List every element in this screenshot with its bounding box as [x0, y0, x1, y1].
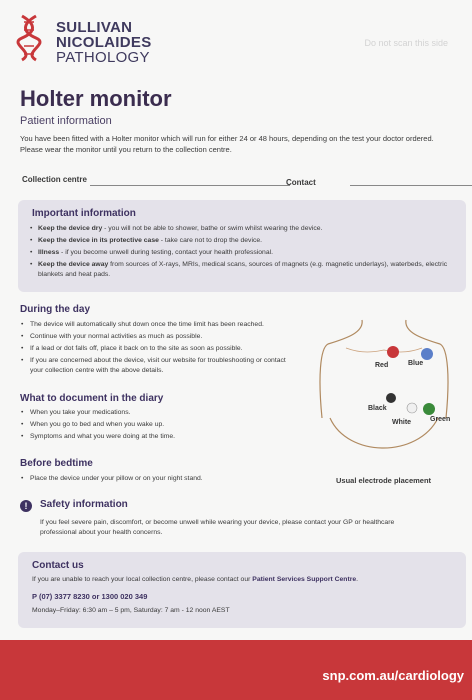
contact-hours: Monday–Friday: 6:30 am – 5 pm, Saturday: 7 am - 12 noon AEST: [32, 607, 230, 614]
brand-line-2: NICOLAIDES: [56, 34, 152, 51]
list-item: [30, 224, 450, 234]
list-item: [30, 236, 450, 246]
item-text: - you will not be able to shower, bathe or swim whilst wearing the device.: [102, 225, 323, 232]
list-item: • The device will automatically shut down once the time limit has been reached.: [20, 320, 300, 330]
list-item: • Continue with your normal activities as much as possible.: [20, 332, 300, 342]
diary-heading: What to document in the diary: [20, 393, 164, 404]
electrode-white: [407, 403, 417, 413]
page-subtitle: Patient information: [20, 115, 112, 127]
item-bold: Keep the device dry: [38, 225, 103, 232]
label-blue: Blue: [408, 360, 424, 367]
scan-notice: Do not scan this side: [364, 38, 448, 48]
during-day-list: [20, 320, 300, 378]
electrode-black: [386, 393, 396, 403]
safety-section: [20, 496, 450, 540]
brand-line-3: PATHOLOGY: [56, 49, 150, 66]
label-black: Black: [368, 405, 387, 412]
electrode-blue: [421, 348, 433, 360]
list-item: • Place the device under your pillow or on your night stand.: [20, 474, 300, 484]
alert-icon: !: [20, 500, 32, 512]
safety-heading: Safety information: [40, 499, 128, 510]
diary-list: [20, 408, 300, 444]
collarbone-line: [346, 348, 422, 352]
important-info-panel: [18, 200, 466, 292]
bedtime-list: [20, 474, 300, 486]
contact-desc-end: .: [356, 576, 359, 583]
electrode-red: [387, 346, 399, 358]
contact-phone[interactable]: P (07) 3377 8230 or 1300 020 349: [32, 592, 148, 601]
electrode-placement-diagram: [318, 318, 450, 463]
intro-text: You have been fitted with a Holter monitor which will run for either 24 or 48 hours, depending on the test your doctor ordered. Please wear the monitor until you return to the collection centre.: [20, 134, 434, 154]
electrode-green: [423, 403, 435, 415]
contact-description: [32, 576, 358, 583]
item-text: - take care not to drop the device.: [158, 237, 263, 244]
snp-logo-icon: [14, 14, 44, 62]
brand-line-1: SULLIVAN: [56, 19, 133, 36]
important-list: [30, 224, 450, 282]
footer-bar: [0, 640, 472, 700]
brand-name: [56, 20, 152, 65]
item-bold: Keep the device away: [38, 261, 109, 268]
list-item: • Symptoms and what you were doing at the time.: [20, 432, 300, 442]
collection-centre-field[interactable]: [90, 185, 290, 186]
diagram-caption: Usual electrode placement: [336, 476, 432, 485]
item-bold: Keep the device in its protective case: [38, 237, 159, 244]
item-text: - if you become unwell during testing, contact your health professional.: [59, 249, 274, 256]
label-white: White: [392, 419, 412, 426]
collection-centre-label: Collection centre: [22, 175, 87, 184]
label-green: Green: [430, 416, 450, 423]
item-text: from sources of X-rays, MRIs, medical scans, sources of magnets (e.g. magnetic underlays), waterbeds, electric blankets and heat pads.: [38, 261, 448, 278]
list-item: [30, 248, 450, 258]
important-heading: Important information: [32, 208, 136, 219]
support-centre-name: Patient Services Support Centre: [252, 576, 357, 583]
item-bold: Illness: [38, 249, 60, 256]
list-item: • When you go to bed and when you wake up.: [20, 420, 300, 430]
footer-url-link[interactable]: snp.com.au/cardiology: [322, 668, 464, 683]
page-title: Holter monitor: [20, 86, 172, 111]
contact-desc-text: If you are unable to reach your local collection centre, please contact our: [32, 576, 253, 583]
torso-outline: [320, 320, 448, 448]
bedtime-heading: Before bedtime: [20, 458, 93, 469]
safety-text: If you feel severe pain, discomfort, or become unwell while wearing your device, please contact your GP or healthcare professional about your health concerns.: [40, 519, 395, 536]
contact-label: Contact: [286, 178, 316, 187]
list-item: • When you take your medications.: [20, 408, 300, 418]
collection-form-row: [20, 175, 450, 189]
list-item: [30, 260, 450, 280]
list-item: • If a lead or dot falls off, place it back on to the site as soon as possible.: [20, 344, 300, 354]
list-item: • If you are concerned about the device, visit our website for troubleshooting or contact your collection centre with the above details.: [20, 356, 300, 376]
contact-field[interactable]: [350, 185, 472, 186]
contact-panel: [18, 552, 466, 628]
label-red: Red: [375, 362, 389, 369]
during-day-heading: During the day: [20, 304, 91, 315]
contact-heading: Contact us: [32, 560, 84, 571]
